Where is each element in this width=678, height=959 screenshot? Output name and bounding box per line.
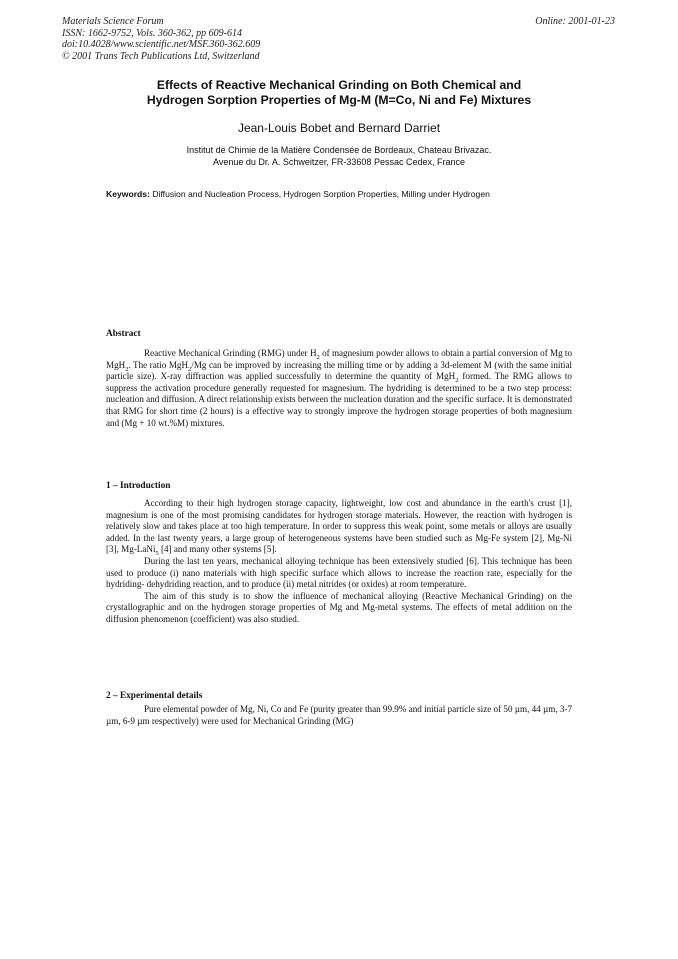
journal-name: Materials Science Forum [62,16,164,27]
subscript-5: 5 [155,550,159,558]
intro-text-1: According to their high hydrogen storage capacity, lightweight, low cost and abundance in the earth's crust [1], magnesium is one of the most promising candidates for hydrogen storage materials. However, the reaction with hydrogen is relatively slow and takes place at too high temperature. In order to suppress this weak point, some metals or alloys are usually added. In the last twenty years, a large group of heterogeneous systems have been studied such as Mg-Fe system [2], Mg-Ni [3], Mg-LaNi [106,498,572,555]
abstract-text-5: formed. The RMG allows to suppress the activation procedure generally requested for magnesium. The hydriding is determined to be a two step process: nucleation and diffusion. A direct relationship exists between the nucleation duration and the specific surface. It is demonstrated that RMG for short time (2 hours) is a effective way to strongly improve the hydrogen storage properties of both magnesium and (Mg + 10 wt.%M) mixtures. [106,371,572,428]
subscript-2: 2 [125,365,129,373]
subscript-2: 2 [188,365,192,373]
journal-header [62,16,260,62]
keywords [106,189,572,200]
abstract-text-3: . The ratio MgH [128,359,189,370]
abstract-text-4: /Mg can be improved by increasing the milling time or by adding a 3d-element M (with the same initial particle size). X-ray diffraction was applied successfully to determine the quantity of MgH [106,359,573,382]
abstract-body [106,348,572,429]
abstract-heading: Abstract [106,329,141,339]
subscript-2: 2 [455,377,459,384]
affiliation-line-2: Avenue du Dr. A. Schweitzer, FR-33608 Pessac Cedex, France [213,156,465,167]
abstract-text-1: Reactive Mechanical Grinding (RMG) under H [144,348,317,358]
keywords-label: Keywords: [106,189,150,199]
intro-paragraph-3: The aim of this study is to show the influence of mechanical alloying (Reactive Mechanical Grinding) on the crystallographic and on the hydrogen storage properties of Mg and Mg-metal systems. The effects of metal addition on the diffusion phenomenon (coefficient) was also studied. [106,590,572,624]
doi-line: doi:10.4028/www.scientific.net/MSF.360-362.609 [62,39,261,50]
experimental-paragraph-1: Pure elemental powder of Mg, Ni, Co and Fe (purity greater than 99.9% and initial particle size of 50 µm, 44 µm, 3-7 µm, 6-9 µm respectively) were used for Mechanical Grinding (MG) [106,704,572,726]
subscript-2: 2 [316,353,320,361]
copyright-line: © 2001 Trans Tech Publications Ltd, Switzerland [62,50,260,62]
introduction-heading: 1 – Introduction [106,481,171,491]
paper-title [90,78,588,108]
experimental-heading: 2 – Experimental details [106,691,203,701]
title-line-1: Effects of Reactive Mechanical Grinding on Both Chemical and [156,78,522,92]
abstract-text-2: of magnesium powder allows to obtain a partial conversion of Mg to MgH [106,348,572,370]
intro-text-2: [4] and many other systems [5]. [158,544,277,555]
title-line-2: Hydrogen Sorption Properties of Mg-M (M=Co, Ni and Fe) Mixtures [146,93,532,107]
issn-line: ISSN: 1662-9752, Vols. 360-362, pp 609-614 [62,27,242,39]
experimental-body [106,704,572,727]
introduction-body [106,498,572,626]
online-date: Online: 2001-01-23 [535,16,615,27]
affiliation-line-1: Institut de Chimie de la Matière Condensée de Bordeaux, Chateau Brivazac. [186,145,492,155]
affiliation [90,145,588,168]
authors: Jean-Louis Bobet and Bernard Darriet [237,121,441,135]
abstract-paragraph [106,348,572,429]
intro-paragraph-1 [106,498,572,556]
keywords-text: Diffusion and Nucleation Process, Hydrogen Sorption Properties, Milling under Hydrogen [152,189,490,199]
intro-paragraph-2: During the last ten years, mechanical alloying technique has been extensively studied [6]. This technique has been used to produce (i) nano materials with high specific surface which allows to increase the reaction rate, especially for the hydriding- dehydriding reaction, and to produce (ii) metal nitrides (or oxides) at room temperature. [106,555,572,590]
